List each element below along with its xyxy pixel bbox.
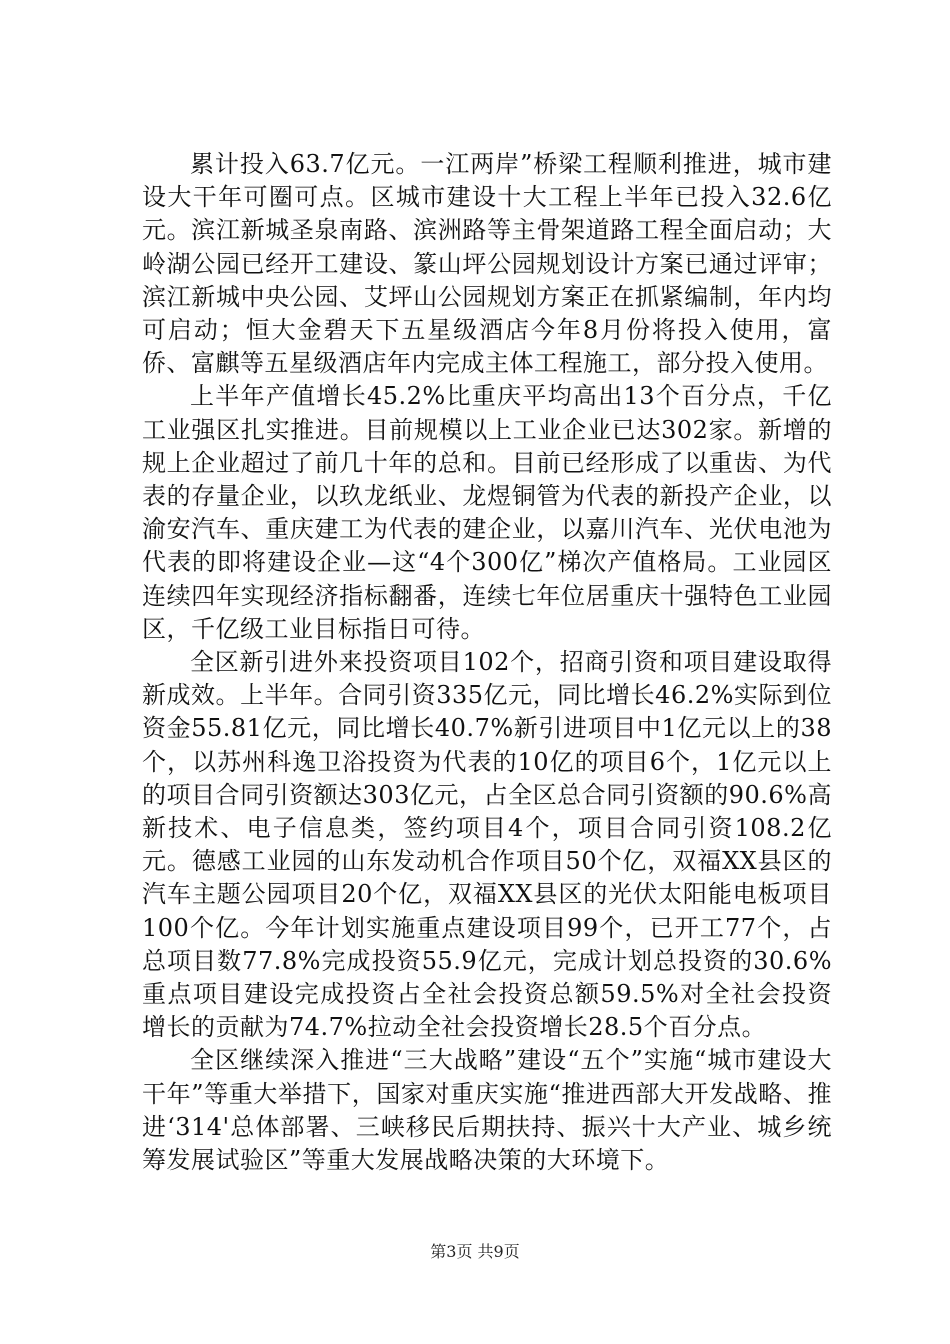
page-number-footer: 第3页 共9页 xyxy=(430,1242,520,1261)
paragraph-city-construction: 累计投入63.7亿元。一江两岸”桥梁工程顺利推进，城市建设大干年可圈可点。区城市建设十大工程上半年已投入32.6亿元。滨江新城圣泉南路、滨洲路等主骨架道路工程全面启动；大岭湖公园已经开工建设、篆山坪公园规划设计方案已通过评审；滨江新城中央公园、艾坪山公园规划方案正在抓紧编制，年内均可启动；恒大金碧天下五星级酒店今年8月份将投入使用，富侨、富麒等五星级酒店年内完成主体工程施工，部分投入使用。 xyxy=(142,150,832,378)
paragraph-investment-projects: 全区新引进外来投资项目102个，招商引资和项目建设取得新成效。上半年。合同引资335亿元，同比增长46.2%实际到位资金55.81亿元，同比增长40.7%新引进项目中1亿元以上的38个，以苏州科逸卫浴投资为代表的10亿的项目6个，1亿元以上的项目合同引资额达303亿元，占全区总合同引资额的90.6%高新技术、电子信息类，签约项目4个，项目合同引资108.2亿元。德感工业园的山东发动机合作项目50个亿，双福XX县区的汽车主题公园项目20个亿，双福XX县区的光伏太阳能电板项目100个亿。今年计划实施重点建设项目99个，已开工77个，占总项目数77.8%完成投资55.9亿元，完成计划总投资的30.6%重点项目建设完成投资占全社会投资总额59.5%对全社会投资增长的贡献为74.7%拉动全社会投资增长28.5个百分点。 xyxy=(142,648,832,1042)
paragraph-industry-output: 上半年产值增长45.2%比重庆平均高出13个百分点，千亿工业强区扎实推进。目前规模以上工业企业已达302家。新增的规上企业超过了前几十年的总和。目前已经形成了以重齿、为代表的存量企业，以玖龙纸业、龙煜铜管为代表的新投产企业，以渝安汽车、重庆建工为代表的建企业，以嘉川汽车、光伏电池为代表的即将建设企业—这“4个300亿”梯次产值格局。工业园区连续四年实现经济指标翻番，连续七年位居重庆十强特色工业园区，千亿级工业目标指日可待。 xyxy=(142,382,832,643)
document-body xyxy=(142,148,832,1177)
paragraph-strategy: 全区继续深入推进“三大战略”建设“五个”实施“城市建设大干年”等重大举措下，国家对重庆实施“推进西部大开发战略、推进‘314'总体部署、三峡移民后期扶持、振兴十大产业、城乡统筹发展试验区”等重大发展战略决策的大环境下。 xyxy=(142,1046,832,1175)
